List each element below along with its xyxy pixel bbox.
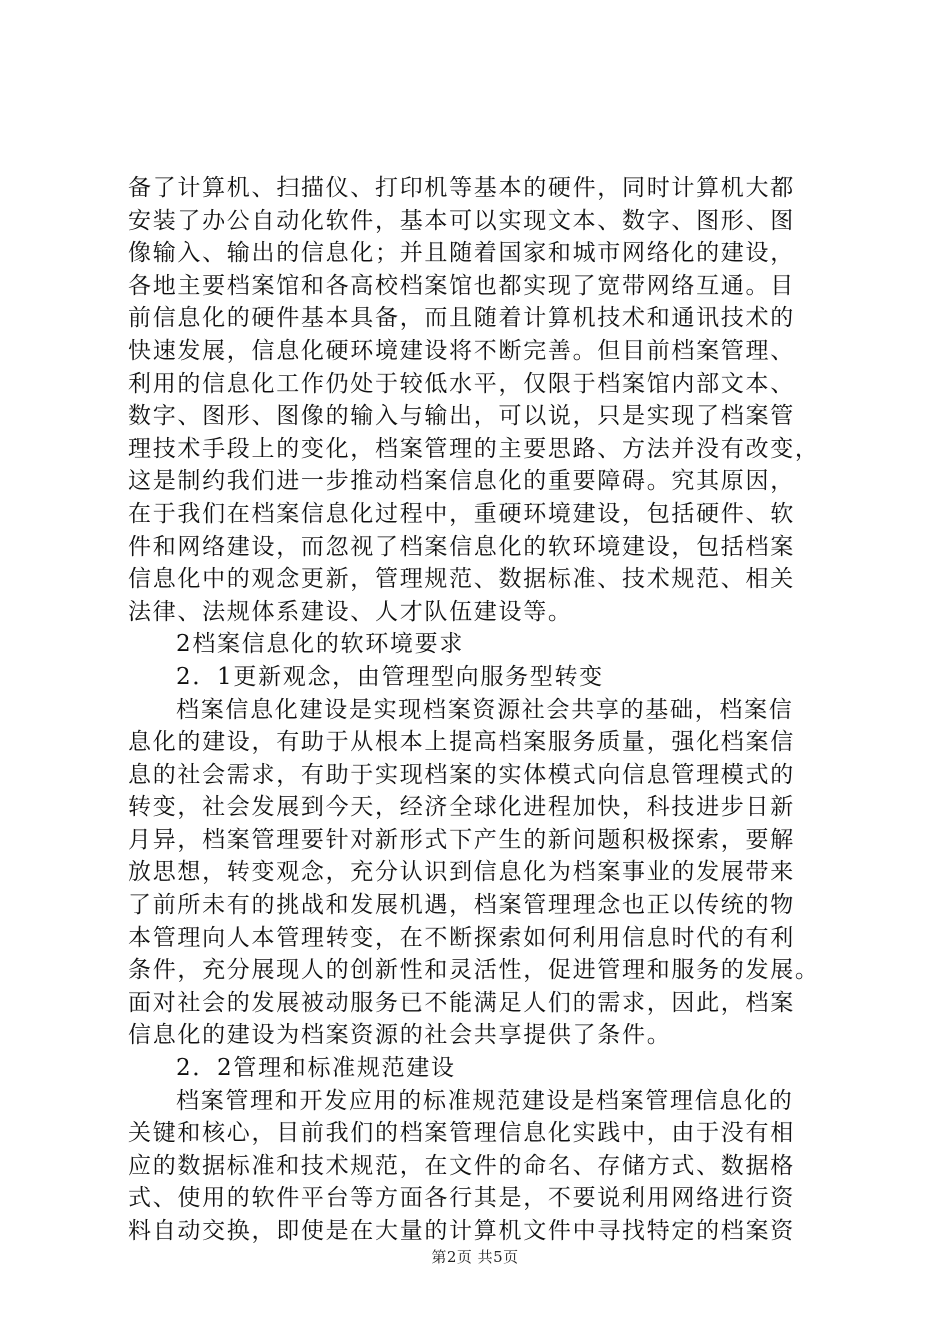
text-line: 各地主要档案馆和各高校档案馆也都实现了宽带网络互通。目: [128, 272, 795, 299]
text-line: 息的社会需求，有助于实现档案的实体模式向信息管理模式的: [128, 761, 795, 788]
text-line: 法律、法规体系建设、人才队伍建设等。: [128, 598, 573, 625]
text-line: 放思想，转变观念，充分认识到信息化为档案事业的发展带来: [128, 859, 795, 886]
text-line: 像输入、输出的信息化；并且随着国家和城市网络化的建设，: [128, 240, 795, 267]
text-line: 信息化中的观念更新，管理规范、数据标准、技术规范、相关: [128, 566, 795, 593]
text-line: 息化的建设，有助于从根本上提高档案服务质量，强化档案信: [128, 729, 795, 756]
text-line: 安装了办公自动化软件，基本可以实现文本、数字、图形、图: [128, 207, 795, 234]
text-line: 件和网络建设，而忽视了档案信息化的软环境建设，包括档案: [128, 533, 795, 560]
text-line: 关键和核心，目前我们的档案管理信息化实践中，由于没有相: [128, 1120, 795, 1147]
text-line: 了前所未有的挑战和发展机遇，档案管理理念也正以传统的物: [128, 892, 795, 919]
text-line: 档案管理和开发应用的标准规范建设是档案管理信息化的: [176, 1087, 794, 1114]
section-heading: 2．2管理和标准规范建设: [176, 1055, 456, 1082]
text-line: 档案信息化建设是实现档案资源社会共享的基础，档案信: [176, 696, 794, 723]
text-line: 在于我们在档案信息化过程中，重硬环境建设，包括硬件、软: [128, 500, 795, 527]
text-line: 式、使用的软件平台等方面各行其是，不要说利用网络进行资: [128, 1185, 795, 1212]
text-line: 转变，社会发展到今天，经济全球化进程加快，科技进步日新: [128, 794, 795, 821]
text-line: 信息化的建设为档案资源的社会共享提供了条件。: [128, 1022, 672, 1049]
page-footer: 第2页 共5页: [431, 1248, 519, 1266]
text-line: 利用的信息化工作仍处于较低水平，仅限于档案馆内部文本、: [128, 370, 795, 397]
text-line: 应的数据标准和技术规范，在文件的命名、存储方式、数据格: [128, 1152, 795, 1179]
document-body: [128, 172, 832, 1248]
text-line: 备了计算机、扫描仪、打印机等基本的硬件，同时计算机大都: [128, 175, 795, 201]
text-line: 料自动交换，即使是在大量的计算机文件中寻找特定的档案资: [128, 1218, 795, 1244]
text-line: 条件，充分展现人的创新性和灵活性，促进管理和服务的发展。: [128, 957, 820, 984]
text-line: 这是制约我们进一步推动档案信息化的重要障碍。究其原因，: [128, 468, 795, 495]
text-line: 快速发展，信息化硬环境建设将不断完善。但目前档案管理、: [128, 337, 795, 364]
section-heading: 2．1更新观念，由管理型向服务型转变: [176, 663, 604, 690]
text-line: 理技术手段上的变化，档案管理的主要思路、方法并没有改变，: [128, 435, 820, 462]
text-line: 面对社会的发展被动服务已不能满足人们的需求，因此，档案: [128, 989, 795, 1016]
text-line: 月异，档案管理要针对新形式下产生的新问题积极探索，要解: [128, 826, 795, 853]
text-line: 本管理向人本管理转变，在不断探索如何利用信息时代的有利: [128, 924, 795, 951]
section-heading: 2档案信息化的软环境要求: [176, 631, 465, 658]
text-line: 数字、图形、图像的输入与输出，可以说，只是实现了档案管: [128, 403, 795, 430]
text-line: 前信息化的硬件基本具备，而且随着计算机技术和通讯技术的: [128, 305, 795, 332]
